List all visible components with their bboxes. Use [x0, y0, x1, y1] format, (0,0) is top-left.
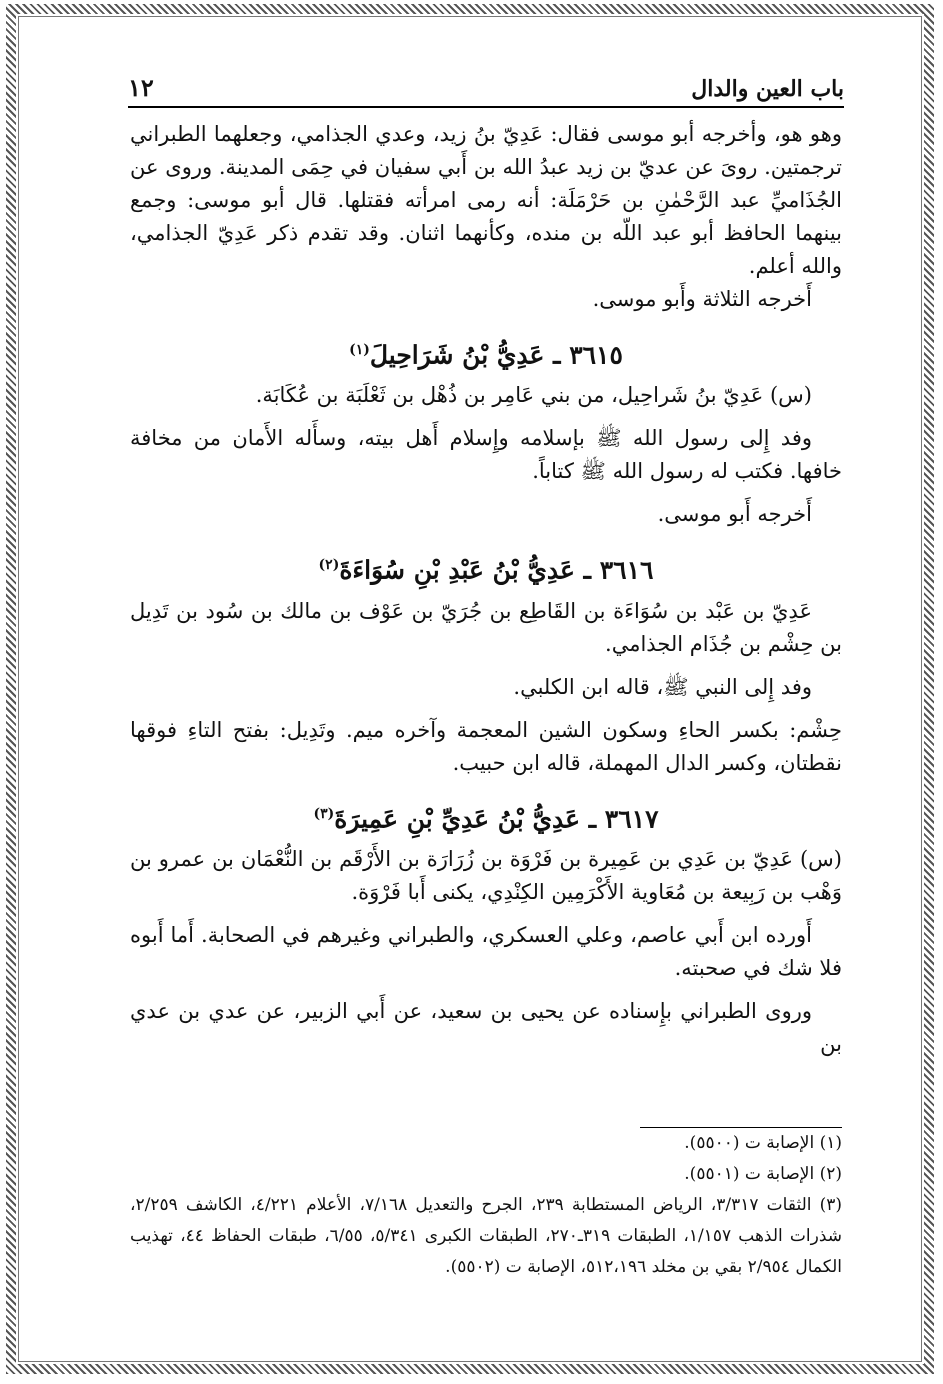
entry-title-text: ٣٦١٥ ـ عَدِيُّ بْنُ شَرَاحِيلَ — [369, 340, 623, 370]
entry-paragraph: وروى الطبراني بإِسناده عن يحيى بن سعيد، عن أَبي الزبير، عن عدي بن عدي بن — [130, 998, 842, 1056]
page-number: ١٢ — [128, 73, 154, 102]
footnote-ref: (٣) — [313, 805, 335, 822]
entry-title-3617 — [130, 794, 842, 839]
footnote-item: (٣) الثقات ٣/٣١٧، الرياض المستطابة ٢٣٩، الجرح والتعديل ٧/١٦٨، الأعلام ٤/٢٢١، الكاشف ٢/٢٥٩، شذرات الذهب ١/١٥٧، الطبقات ٣١٩ـ٢٧٠، الطبقات الكبرى ٥/٣٤١، ٦/٥٥، طبقات الحفاظ ٤٤، تهذيب الكمال ٢/٩٥٤ بقي بن مخلد ٥١٢،١٩٦، الإصابة ت (٥٥٠٢). — [130, 1195, 843, 1277]
page-header — [128, 66, 844, 108]
footnote-ref: (٢) — [318, 557, 340, 574]
entry-attribution: أَخرجه أَبو موسى. — [657, 502, 812, 527]
entry-paragraph: عَدِيّ بن عَبْد بن سُوَاءَة بن القَاطِع بن جُرَيّ بن عَوْف بن مالك بن سُود بن تَدِيل بن حِشْم بن جُذَام الجذامي. — [130, 598, 842, 656]
entry-title-text: ٣٦١٦ ـ عَدِيُّ بْنُ عَبْدِ بْنِ سُوَاءَةَ — [339, 555, 654, 585]
main-text — [130, 118, 842, 1061]
entry-paragraph: (س) عَدِيّ بنُ شَراحِيل، من بني عَامِر بن ذُهْل بن ثَعْلَبَة بن عُكَابَة. — [255, 383, 812, 408]
running-title: باب العين والدال — [691, 76, 844, 102]
footnote-ref: (١) — [349, 342, 370, 358]
footnotes — [130, 1128, 842, 1283]
entry-paragraph: وفد إِلى رسول الله ﷺ بإسلامه وإِسلام أَهل بيته، وسأَله الأَمان من مخافة خافها. فكتب له رسول الله ﷺ كتاباً. — [130, 426, 842, 484]
entry-title-3615 — [130, 330, 842, 375]
entry-paragraph: (س) عَدِيّ بن عَدِي بن عَمِيرة بن فَرْوَة بن زُرَارَة بن الأَرْقَم بن النُّعْمَان بن عمرو بن وَهْب بن رَبِيعة بن مُعَاوية الأَكْرَمِين الكِنْدِي، يكنى أَبا فَرْوَة. — [130, 846, 842, 904]
entry-paragraph: أَورده ابن أَبي عاصم، وعلي العسكري، والطبراني وغيرهم في الصحابة. أَما أَبوه فلا شك في صحبته. — [130, 922, 842, 980]
entry-title-text: ٣٦١٧ ـ عَدِيُّ بْنُ عَدِيِّ بْنِ عَمِيرَةَ — [334, 803, 659, 833]
entry-paragraph: وفد إِلى النبي ﷺ، قاله ابن الكلبي. — [513, 674, 812, 699]
entry-paragraph: حِشْم: بكسر الحاءِ وسكون الشين المعجمة وآخره ميم. وتَدِيل: بفتح التاءِ فوقها نقطتان، وكسر الدال المهملة، قاله ابن حبيب. — [130, 717, 842, 775]
footnote-item: (٢) الإصابة ت (٥٥٠١). — [684, 1164, 842, 1184]
intro-attribution: أَخرجه الثلاثة وأَبو موسى. — [592, 287, 812, 311]
entry-title-3616 — [130, 545, 842, 590]
footnote-item: (١) الإصابة ت (٥٥٠٠). — [684, 1133, 842, 1153]
intro-paragraph: وهو هو، وأخرجه أبو موسى فقال: عَدِيّ بنُ زيد، وعدي الجذامي، وجعلهما الطبراني ترجمتين. روىَ عن عديّ بن زيد عبدُ الله بن أَبي سفيان في حِمَى المدينة. وروى عن الجُذَاميِّ عبد الرَّحْمٰنِ بن حَرْمَلَة: أنه رمى امرأته فقتلها. قال أبو موسى: وجمع بينهما الحافظ أبو عبد اللّه بن منده، وكأنهما اثنان. وقد تقدم ذكر عَدِيّ الجذامي، والله أعلم. — [130, 122, 842, 278]
